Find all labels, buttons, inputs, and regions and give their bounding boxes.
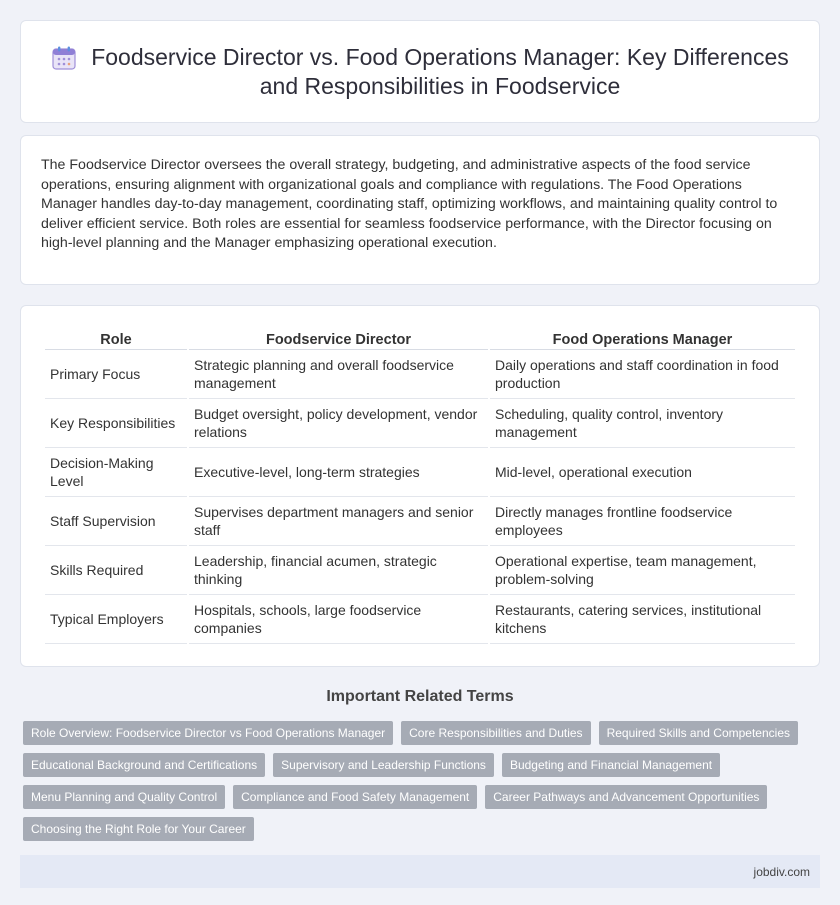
related-terms-tags [20, 721, 810, 841]
related-tag[interactable]: Educational Background and Certifications [23, 753, 265, 777]
footer-site-link[interactable]: jobdiv.com [753, 864, 810, 879]
header-foodservice-director: Foodservice Director [189, 326, 488, 350]
header-role: Role [45, 326, 187, 350]
director-cell: Leadership, financial acumen, strategic thinking [189, 546, 488, 595]
comparison-table [43, 326, 797, 644]
table-row [45, 595, 795, 644]
table-row [45, 497, 795, 546]
row-label: Primary Focus [45, 350, 187, 399]
table-header-row [45, 326, 795, 350]
director-cell: Supervises department managers and senior staff [189, 497, 488, 546]
comparison-table-card [20, 305, 820, 667]
related-tag[interactable]: Career Pathways and Advancement Opportunities [485, 785, 767, 809]
related-tag[interactable]: Budgeting and Financial Management [502, 753, 720, 777]
related-tag[interactable]: Required Skills and Competencies [599, 721, 798, 745]
table-row [45, 350, 795, 399]
footer [20, 855, 820, 888]
intro-card [20, 135, 820, 285]
table-row [45, 546, 795, 595]
table-row [45, 399, 795, 448]
manager-cell: Directly manages frontline foodservice employees [490, 497, 795, 546]
row-label: Typical Employers [45, 595, 187, 644]
intro-paragraph: The Foodservice Director oversees the overall strategy, budgeting, and administrative aspects of the food service operations, ensuring alignment with organizational goals and compliance with regulations. The Food Operations Manager handles day-to-day management, coordinating staff, optimizing workflows, and maintaining quality control to deliver efficient service. Both roles are essential for seamless foodservice performance, with the Director focusing on high-level planning and the Manager emphasizing operational execution. [41, 157, 778, 252]
manager-cell: Mid-level, operational execution [490, 448, 795, 497]
manager-cell: Operational expertise, team management, problem-solving [490, 546, 795, 595]
related-tag[interactable]: Supervisory and Leadership Functions [273, 753, 494, 777]
manager-cell: Restaurants, catering services, institutional kitchens [490, 595, 795, 644]
page-title: Foodservice Director vs. Food Operations Manager: Key Differences and Responsibilities in Foodservice [91, 43, 789, 99]
related-tag[interactable]: Menu Planning and Quality Control [23, 785, 225, 809]
title-card [20, 20, 820, 123]
row-label: Staff Supervision [45, 497, 187, 546]
director-cell: Budget oversight, policy development, vendor relations [189, 399, 488, 448]
title-row [51, 43, 789, 101]
row-label: Decision-Making Level [45, 448, 187, 497]
calendar-icon [51, 45, 77, 71]
row-label: Key Responsibilities [45, 399, 187, 448]
related-tag[interactable]: Core Responsibilities and Duties [401, 721, 590, 745]
manager-cell: Daily operations and staff coordination in food production [490, 350, 795, 399]
director-cell: Executive-level, long-term strategies [189, 448, 488, 497]
director-cell: Strategic planning and overall foodservice management [189, 350, 488, 399]
director-cell: Hospitals, schools, large foodservice companies [189, 595, 488, 644]
related-tag[interactable]: Role Overview: Foodservice Director vs Food Operations Manager [23, 721, 393, 745]
header-food-operations-manager: Food Operations Manager [490, 326, 795, 350]
related-tag[interactable]: Compliance and Food Safety Management [233, 785, 477, 809]
manager-cell: Scheduling, quality control, inventory management [490, 399, 795, 448]
row-label: Skills Required [45, 546, 187, 595]
related-terms-title: Important Related Terms [326, 688, 514, 705]
related-tag[interactable]: Choosing the Right Role for Your Career [23, 817, 254, 841]
table-row [45, 448, 795, 497]
